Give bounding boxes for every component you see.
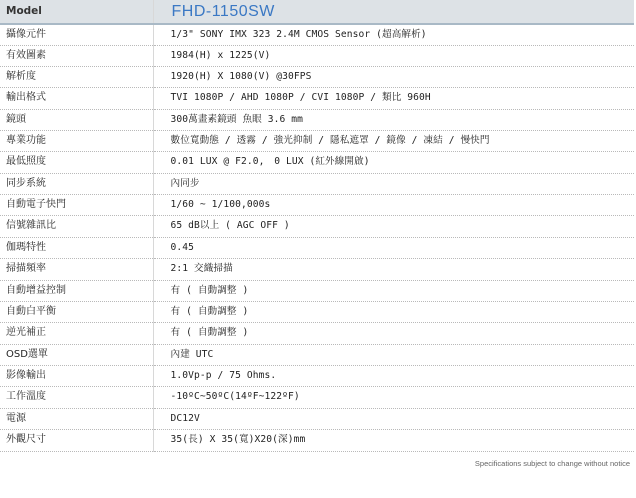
spec-value: 1920(H) X 1080(V) @30FPS — [153, 66, 634, 87]
spec-label: 信號雜訊比 — [0, 215, 153, 237]
spec-label: 工作溫度 — [0, 386, 153, 408]
table-row — [0, 301, 634, 322]
table-row — [0, 344, 634, 365]
spec-label: 逆光補正 — [0, 322, 153, 344]
spec-label: 伽瑪特性 — [0, 237, 153, 258]
table-row — [0, 109, 634, 130]
spec-value: 0.45 — [153, 237, 634, 258]
spec-label: 最低照度 — [0, 151, 153, 173]
spec-value: 65 dB以上 ( AGC OFF ) — [153, 215, 634, 237]
spec-label: 鏡頭 — [0, 109, 153, 130]
spec-label: 自動電子快門 — [0, 194, 153, 215]
spec-label: 外觀尺寸 — [0, 429, 153, 451]
spec-value: 有 ( 自動調整 ) — [153, 322, 634, 344]
spec-value: 有 ( 自動調整 ) — [153, 280, 634, 301]
table-row — [0, 24, 634, 45]
spec-value: 0.01 LUX @ F2.0, 0 LUX (紅外線開啟) — [153, 151, 634, 173]
spec-value: 300萬畫素鏡頭 魚眼 3.6 mm — [153, 109, 634, 130]
spec-label: OSD選單 — [0, 344, 153, 365]
spec-value: TVI 1080P / AHD 1080P / CVI 1080P / 類比 960H — [153, 87, 634, 109]
footnote: Specifications subject to change without notice — [474, 459, 630, 468]
spec-label: 專業功能 — [0, 130, 153, 151]
spec-label: 掃描頻率 — [0, 258, 153, 280]
model-name: FHD-1150SW — [153, 0, 634, 24]
table-row — [0, 215, 634, 237]
spec-value: 有 ( 自動調整 ) — [153, 301, 634, 322]
spec-label: 輸出格式 — [0, 87, 153, 109]
table-row — [0, 408, 634, 429]
spec-label: 自動白平衡 — [0, 301, 153, 322]
table-row — [0, 194, 634, 215]
spec-value: -10ºC~50ºC(14ºF~122ºF) — [153, 386, 634, 408]
spec-value: 35(長) X 35(寬)X20(深)mm — [153, 429, 634, 451]
table-row — [0, 258, 634, 280]
table-row — [0, 87, 634, 109]
table-row — [0, 429, 634, 451]
spec-label: 同步系統 — [0, 173, 153, 194]
spec-label: 有效圖素 — [0, 45, 153, 66]
spec-value: 1/3" SONY IMX 323 2.4M CMOS Sensor (超高解析) — [153, 24, 634, 45]
table-row — [0, 386, 634, 408]
spec-value: 2:1 交織掃描 — [153, 258, 634, 280]
table-row — [0, 280, 634, 301]
spec-value: 內建 UTC — [153, 344, 634, 365]
spec-label: 解析度 — [0, 66, 153, 87]
spec-value: 1984(H) x 1225(V) — [153, 45, 634, 66]
table-row — [0, 322, 634, 344]
spec-value: 1.0Vp-p / 75 Ohms. — [153, 365, 634, 386]
spec-label: 影像輸出 — [0, 365, 153, 386]
spec-label: 電源 — [0, 408, 153, 429]
table-header-row — [0, 0, 634, 24]
spec-value: 1/60 ~ 1/100,000s — [153, 194, 634, 215]
spec-label: 攝像元件 — [0, 24, 153, 45]
spec-value: 數位寬動態 / 透霧 / 強光抑制 / 隱私遮罩 / 鏡像 / 凍結 / 慢快門 — [153, 130, 634, 151]
spec-value: DC12V — [153, 408, 634, 429]
table-row — [0, 130, 634, 151]
table-row — [0, 45, 634, 66]
spec-value: 內同步 — [153, 173, 634, 194]
header-label: Model — [0, 0, 153, 24]
table-row — [0, 365, 634, 386]
spec-label: 自動增益控制 — [0, 280, 153, 301]
table-row — [0, 66, 634, 87]
table-row — [0, 237, 634, 258]
table-row — [0, 151, 634, 173]
table-row — [0, 173, 634, 194]
